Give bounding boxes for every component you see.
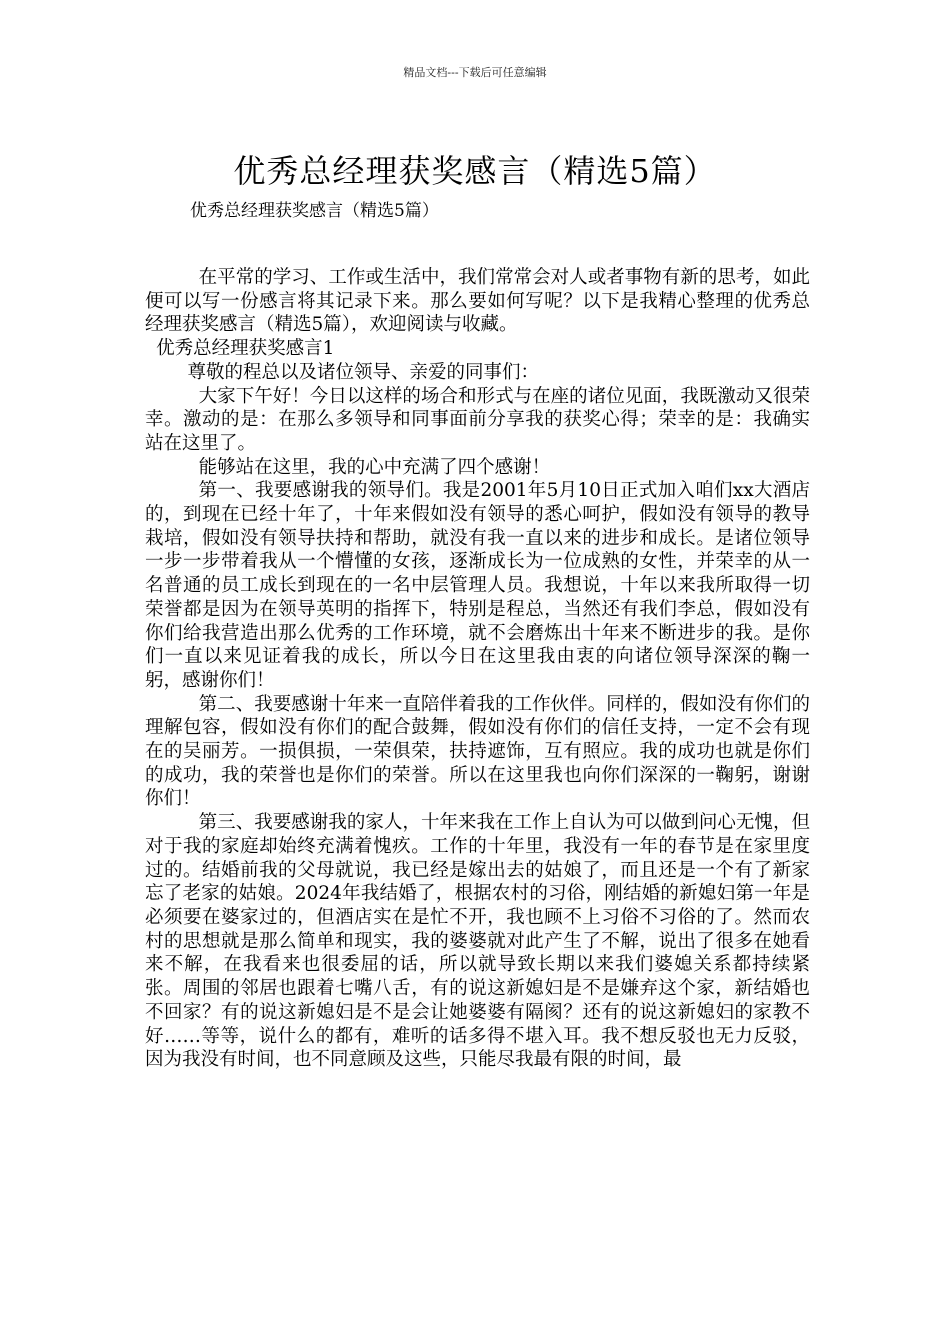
- document-subtitle: 优秀总经理获奖感言（精选5篇）: [190, 201, 439, 221]
- document-title: 优秀总经理获奖感言（精选5篇）: [233, 152, 717, 191]
- salutation-paragraph: 尊敬的程总以及诸位领导、亲爱的同事们：: [187, 361, 540, 383]
- thanks-intro-paragraph: 能够站在这里，我的心中充满了四个感谢！: [198, 456, 551, 478]
- header-note: 精品文档---下载后可任意编辑: [403, 66, 547, 79]
- thanks-second-paragraph: 第二、我要感谢十年来一直陪伴着我的工作伙伴。同样的，假如没有你们的理解包容，假如没有你们的配合鼓舞，假如没有你们的信任支持，一定不会有现在的吴丽芳。一损俱损，一荣俱荣，扶持遮饰，互有照应。我的成功也就是你们的成功，我的荣誉也是你们的荣誉。所以在这里我也向你们深深的一鞠躬，谢谢你们！: [145, 693, 810, 810]
- intro-paragraph: 在平常的学习、工作或生活中，我们常常会对人或者事物有新的思考，如此便可以写一份感言将其记录下来。那么要如何写呢？以下是我精心整理的优秀总经理获奖感言（精选5篇），欢迎阅读与收藏。: [145, 267, 810, 336]
- document-body: [145, 266, 810, 1072]
- greeting-paragraph: 大家下午好！今日以这样的场合和形式与在座的诸位见面，我既激动又很荣幸。激动的是：在那么多领导和同事面前分享我的获奖心得；荣幸的是：我确实站在这里了。: [145, 385, 810, 454]
- thanks-first-paragraph: 第一、我要感谢我的领导们。我是2001年5月10日正式加入咱们xx大酒店的，到现在已经十年了，十年来假如没有领导的悉心呵护，假如没有领导的教导栽培，假如没有领导扶持和帮助，就没有我一直以来的进步和成长。是诸位领导一步一步带着我从一个懵懂的女孩，逐渐成长为一位成熟的女性，并荣幸的从一名普通的员工成长到现在的一名中层管理人员。我想说，十年以来我所取得一切荣誉都是因为在领导英明的指挥下，特别是程总，当然还有我们李总，假如没有你们给我营造出那么优秀的工作环境，就不会磨炼出十年来不断进步的我。是你们一直以来见证着我的成长，所以今日在这里我由衷的向诸位领导深深的鞠一躬，感谢你们！: [145, 480, 810, 691]
- section-heading: 优秀总经理获奖感言1: [156, 338, 335, 360]
- thanks-third-paragraph: 第三、我要感谢我的家人，十年来我在工作上自认为可以做到问心无愧，但对于我的家庭却始终充满着愧疚。工作的十年里，我没有一年的春节是在家里度过的。结婚前我的父母就说，我已经是嫁出去的姑娘了，而且还是一个有了新家忘了老家的姑娘。2024年我结婚了，根据农村的习俗，刚结婚的新媳妇第一年是必须要在婆家过的，但酒店实在是忙不开，我也顾不上习俗不习俗的了。然而农村的思想就是那么简单和现实，我的婆婆就对此产生了不解，说出了很多在她看来不解，在我看来也很委屈的话，所以就导致长期以来我们婆媳关系都持续紧张。周围的邻居也跟着七嘴八舌，有的说这新媳妇是不是嫌弃这个家，新结婚也不回家？有的说这新媳妇是不是会让她婆婆有隔阂？还有的说这新媳妇的家教不好……等等，说什么的都有，难听的话多得不堪入耳。我不想反驳也无力反驳，因为我没有时间，也不同意顾及这些，只能尽我最有限的时间，最: [145, 812, 810, 1071]
